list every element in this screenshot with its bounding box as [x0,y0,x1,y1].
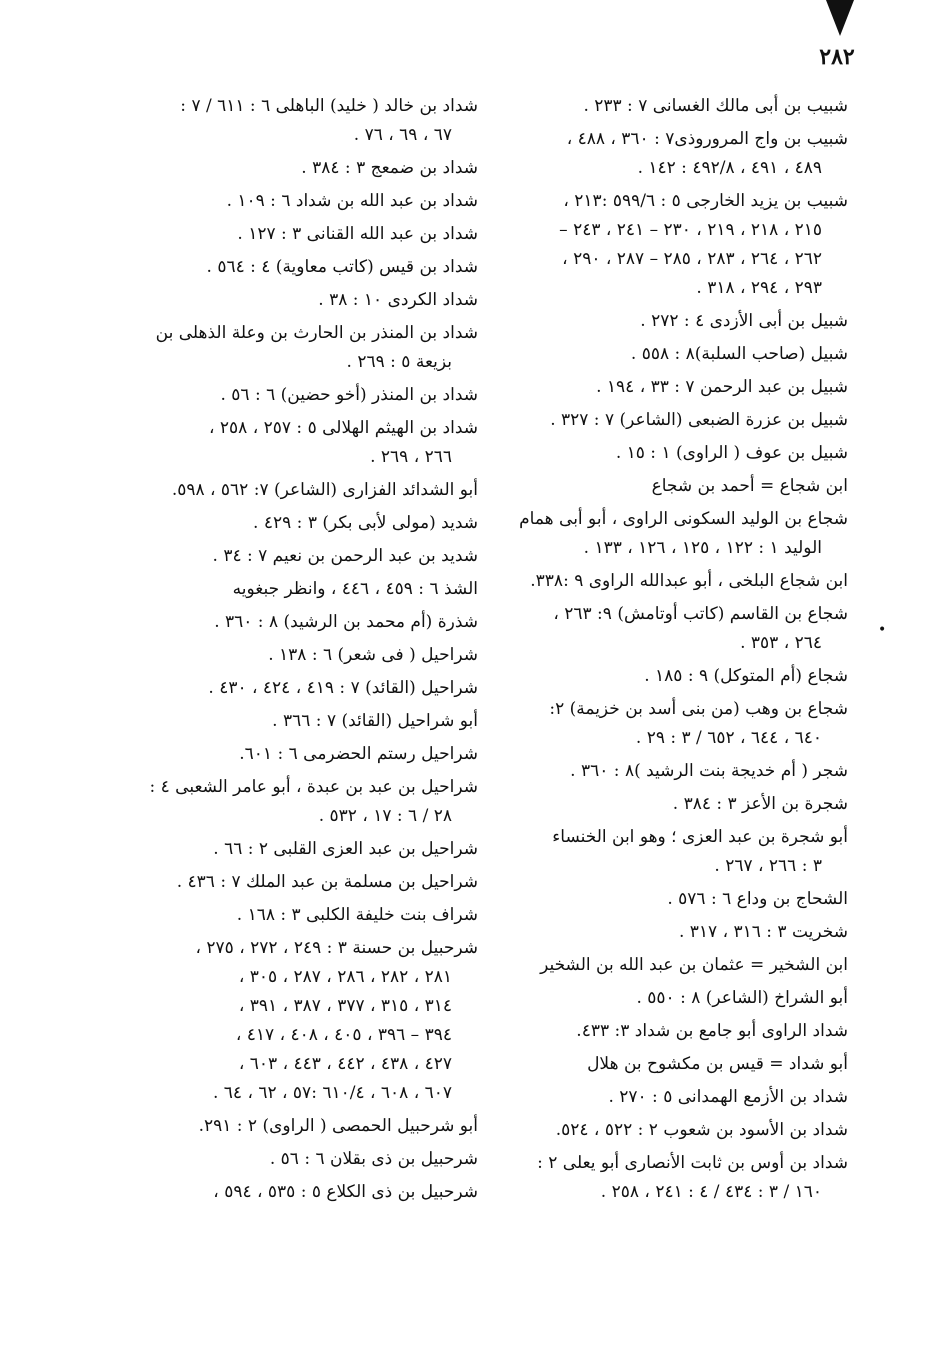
index-entry [468,1050,848,1079]
index-entry [98,319,478,377]
margin-dot: • [878,622,887,638]
index-entry [98,674,478,703]
entry-continuation-line: ٢١٥ ، ٢١٨ ، ٢١٩ ، ٢٣٠ – ٢٤١ ، ٢٤٣ – [559,220,822,240]
entry-heading-line: شخريت ٣ : ٣١٦ ، ٣١٧ . [678,922,848,942]
index-entry [468,1116,848,1145]
entry-continuation-line: ٣١٤ ، ٣١٥ ، ٣٧٧ ، ٣٨٧ ، ٣٩١ ، [238,996,452,1016]
entry-continuation-line: بزيعة ٥ : ٢٦٩ . [346,352,452,372]
index-entry [98,253,478,282]
index-entry [98,154,478,183]
entry-heading-line: شبيل بن أبى الأزدى ٤ : ٢٧٢ . [640,311,848,331]
entry-heading-line: شراف بنت خليفة الكلبى ٣ : ١٦٨ . [236,905,478,925]
index-entry [468,406,848,435]
index-entry [468,125,848,183]
entry-heading-line: شراحيل (القائد) ٧ : ٤١٩ ، ٤٢٤ ، ٤٣٠ . [208,678,478,698]
index-column-left [98,92,478,1211]
entry-heading-line: ابن الشخير = عثمان بن عبد الله بن الشخير [540,955,848,975]
entry-heading-line: شذرة (أم محمد بن الرشيد) ٨ : ٣٦٠ . [214,612,478,632]
index-entry [98,707,478,736]
index-entry [468,373,848,402]
index-entry [98,641,478,670]
entry-heading-line: شبيل (صاحب السلبة)٨ : ٥٥٨ . [630,344,848,364]
entry-heading-line: ابن شجاع البلخى ، أبو عبدالله الراوى ٩ :٣٣٨. [530,571,848,591]
index-entry [468,187,848,303]
corner-bookmark-mark [826,0,854,36]
index-entry [98,868,478,897]
index-entry [468,918,848,947]
entry-heading-line: أبو شرحبيل الحمصى ( الراوى) ٢ : ٢٩١. [198,1116,478,1136]
index-entry [468,1083,848,1112]
entry-heading-line: شرحبيل بن حسنة ٣ : ٢٤٩ ، ٢٧٢ ، ٢٧٥ ، [195,938,478,958]
index-entry [98,1112,478,1141]
entry-heading-line: شرحبيل بن ذى الكلاع ٥ : ٥٣٥ ، ٥٩٤ ، [213,1182,478,1202]
entry-continuation-line: ٤٢٧ ، ٤٣٨ ، ٤٤٢ ، ٤٤٣ ، ٦٠٣ ، [238,1054,452,1074]
entry-continuation-line: ٢٨١ ، ٢٨٢ ، ٢٨٦ ، ٢٨٧ ، ٣٠٥ ، [238,967,452,987]
index-entry [468,757,848,786]
entry-heading-line: شبيل بن عوف ( الراوى) ١ : ١٥ . [615,443,848,463]
index-entry [468,1149,848,1207]
entry-heading-line: شجاع (أم المتوكل) ٩ : ١٨٥ . [644,666,848,686]
index-entry [468,439,848,468]
entry-heading-line: شجاع بن وهب (من بنى أسد بن خزيمة) ٢: [549,699,848,719]
entry-continuation-line: ٣٩٤ – ٣٩٦ ، ٤٠٥ ، ٤٠٨ ، ٤١٧ ، [235,1025,452,1045]
index-entry [98,575,478,604]
entry-continuation-line: ٢٨ / ٦ : ١٧ ، ٥٣٢ . [318,806,452,826]
entry-heading-line: شبيب بن أبى مالك الغسانى ٧ : ٢٣٣ . [583,96,848,116]
entry-heading-line: أبو شجرة بن عبد العزى ؛ وهو ابن الخنساء [552,827,848,847]
entry-continuation-line: ٢٦٤ ، ٣٥٣ . [740,633,822,653]
entry-continuation-line: ٤٨٩ ، ٤٩١ ، ٤٩٢/٨ : ١٤٢ . [637,158,822,178]
entry-heading-line: شداد بن عبد الله بن شداد ٦ : ١٠٩ . [226,191,478,211]
entry-heading-line: شبيب بن يزيد الخارجى ٥ : ٥٩٩/٦ :٢١٣ ، [563,191,848,211]
index-entry [98,901,478,930]
index-entry [98,542,478,571]
entry-heading-line: شداد بن الهيثم الهلالى ٥ : ٢٥٧ ، ٢٥٨ ، [209,418,478,438]
entry-heading-line: شراحيل بن مسلمة بن عبد الملك ٧ : ٤٣٦ . [176,872,478,892]
entry-heading-line: الشذ ٦ : ٤٥٩ ، ٤٤٦ ، وانظر جبغويه [232,579,478,599]
index-entry [468,823,848,881]
entry-heading-line: الشحاج بن وداع ٦ : ٥٧٦ . [667,889,848,909]
entry-heading-line: شبيل بن عزرة الضبعى (الشاعر) ٧ : ٣٢٧ . [550,410,848,430]
index-entry [98,608,478,637]
index-entry [468,984,848,1013]
entry-heading-line: شداد بن قيس (كاتب معاوية) ٤ : ٥٦٤ . [206,257,478,277]
index-entry [468,307,848,336]
entry-heading-line: شراحيل ( فى شعر) ٦ : ١٣٨ . [268,645,478,665]
entry-heading-line: شجاع بن الوليد السكونى الراوى ، أبو أبى همام [519,509,848,529]
entry-heading-line: شداد بن أوس بن ثابت الأنصارى أبو يعلى ٢ : [537,1153,848,1173]
index-entry [98,381,478,410]
entry-heading-line: شجرة بن الأعز ٣ : ٣٨٤ . [672,794,848,814]
entry-continuation-line: ٦٤٠ ، ٦٤٤ ، ٦٥٢ / ٣ : ٢٩ . [635,728,822,748]
entry-heading-line: شداد بن الأزمع الهمدانى ٥ : ٢٧٠ . [608,1087,848,1107]
entry-heading-line: شداد بن ضمعج ٣ : ٣٨٤ . [301,158,478,178]
entry-heading-line: شداد بن الأسود بن شعوب ٢ : ٥٢٢ ، ٥٢٤. [555,1120,848,1140]
index-entry [98,92,478,150]
entry-heading-line: شداد الراوى أبو جامع بن شداد ٣: ٤٣٣. [576,1021,848,1041]
entry-heading-line: شجر ( أم خديجة بنت الرشيد )٨ : ٣٦٠ . [570,761,848,781]
entry-heading-line: شرحبيل بن ذى بقلان ٦ : ٥٦ . [269,1149,478,1169]
entry-heading-line: شداد بن عبد الله القنانى ٣ : ١٢٧ . [237,224,478,244]
entry-heading-line: شداد بن المنذر (أخو حضين) ٦ : ٥٦ . [220,385,478,405]
index-entry [98,476,478,505]
index-entry [98,509,478,538]
entry-heading-line: شراحيل بن عبد العزى القلبى ٢ : ٦٦ . [213,839,478,859]
entry-heading-line: شداد الكردى ١٠ : ٣٨ . [318,290,478,310]
entry-continuation-line: ٦٧ ، ٦٩ ، ٧٦ . [353,125,452,145]
entry-continuation-line: ٢٦٢ ، ٢٦٤ ، ٢٨٣ ، ٢٨٥ – ٢٨٧ ، ٢٩٠ ، [562,249,822,269]
entry-heading-line: شراحيل بن عبد بن عبدة ، أبو عامر الشعبى ٤ : [149,777,478,797]
index-entry [468,92,848,121]
entry-heading-line: أبو الشراخ (الشاعر) ٨ : ٥٥٠ . [636,988,848,1008]
index-entry [468,951,848,980]
index-entry [468,885,848,914]
index-entry [468,790,848,819]
entry-heading-line: شبيب بن واج المروروذى٧ : ٣٦٠ ، ٤٨٨ ، [566,129,848,149]
entry-continuation-line: الوليد ١ : ١٢٢ ، ١٢٥ ، ١٢٦ ، ١٣٣ . [583,538,822,558]
index-entry [468,662,848,691]
index-entry [98,286,478,315]
index-entry [98,1145,478,1174]
entry-continuation-line: ٢٩٣ ، ٢٩٤ ، ٣١٨ . [696,278,822,298]
entry-heading-line: شراحيل رستم الحضرمى ٦ : ٦٠١. [239,744,478,764]
entry-heading-line: شبيل بن عبد الرحمن ٧ : ٣٣ ، ١٩٤ . [596,377,848,397]
entry-heading-line: أبو شداد = قيس بن مكشوح بن هلال [587,1054,848,1074]
entry-heading-line: أبو شراحيل (القائد) ٧ : ٣٦٦ . [272,711,478,731]
index-entry [468,1017,848,1046]
entry-heading-line: ابن شجاع = أحمد بن شجاع [651,476,848,496]
index-entry [98,740,478,769]
entry-continuation-line: ٣ : ٢٦٦ ، ٢٦٧ . [714,856,822,876]
index-column-right [468,92,848,1211]
index-entry [98,835,478,864]
entry-continuation-line: ٦٠٧ ، ٦٠٨ ، ٦١٠/٤ :٥٧ ، ٦٢ ، ٦٤ . [212,1083,452,1103]
entry-continuation-line: ١٦٠ / ٣ : ٤٣٤ / ٤ : ٢٤١ ، ٢٥٨ . [600,1182,822,1202]
index-entry [468,505,848,563]
index-entry [98,414,478,472]
entry-heading-line: شديد (مولى لأبى بكر) ٣ : ٤٢٩ . [253,513,478,533]
index-entry [98,934,478,1108]
entry-heading-line: شجاع بن القاسم (كاتب أوتامش) ٩: ٢٦٣ ، [553,604,848,624]
index-entry [468,600,848,658]
index-entry [468,567,848,596]
entry-heading-line: شداد بن المنذر بن الحارث بن وعلة الذهلى بن [155,323,478,343]
entry-heading-line: شداد بن خالد ( خليد) الباهلى ٦ : ٦١١ / ٧ : [180,96,478,116]
index-entry [98,220,478,249]
index-entry [98,187,478,216]
index-entry [468,472,848,501]
index-entry [98,773,478,831]
entry-heading-line: أبو الشدائد الفزارى (الشاعر) ٧: ٥٦٢ ، ٥٩٨. [171,480,478,500]
entry-continuation-line: ٢٦٦ ، ٢٦٩ . [370,447,452,467]
index-entry [468,695,848,753]
page-number: ٢٨٢ [819,44,855,70]
index-entry [98,1178,478,1207]
entry-heading-line: شديد بن عبد الرحمن بن نعيم ٧ : ٣٤ . [212,546,478,566]
index-entry [468,340,848,369]
